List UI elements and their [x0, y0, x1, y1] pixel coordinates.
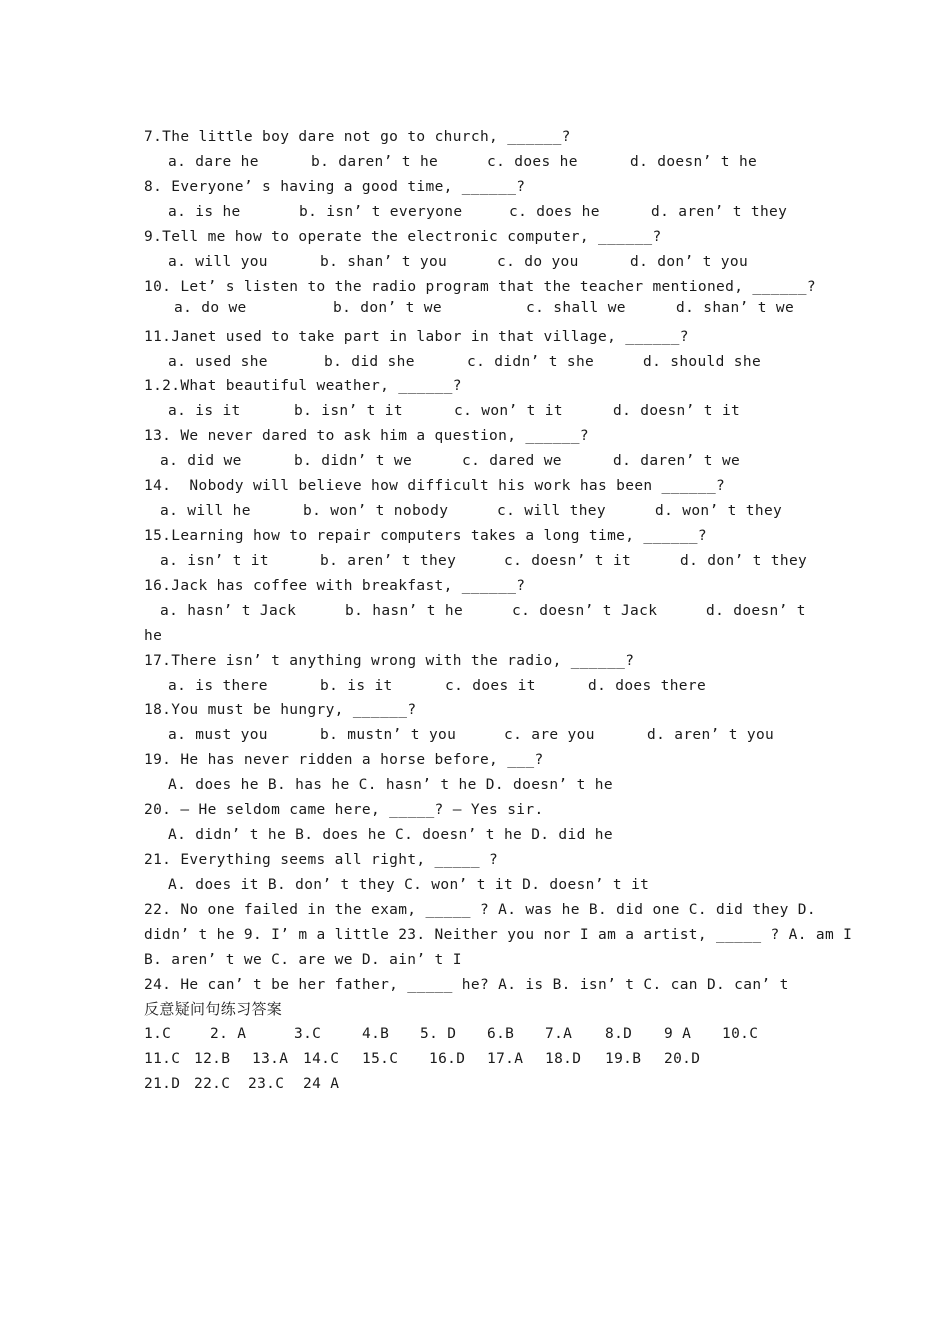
question-14 — [144, 476, 725, 496]
option-c: c. doesn’ t it — [504, 553, 632, 569]
question-number: 8. — [144, 179, 163, 195]
options-line: A. does he B. has he C. hasn’ t he D. doesn’ t he — [168, 777, 613, 793]
option-b: b. daren’ t he — [311, 154, 439, 170]
answer: 21.D — [144, 1076, 181, 1092]
answer: 6.B — [487, 1026, 515, 1042]
answer: 7.A — [545, 1026, 573, 1042]
option-c: c. will they — [497, 503, 606, 519]
option-b: b. is it — [320, 678, 393, 694]
option-d: d. aren’ t they — [651, 204, 788, 220]
question-number: 17. — [144, 653, 172, 669]
option-b: b. shan’ t you — [320, 254, 448, 270]
option-d: d. won’ t they — [655, 503, 783, 519]
option-c: c. does he — [509, 204, 600, 220]
question-stem: Let’ s listen to the radio program that the teacher mentioned, ______? — [171, 279, 816, 295]
question-number: 10. — [144, 279, 172, 295]
option-c: c. didn’ t she — [467, 354, 595, 370]
question-stem: You must be hungry, ______? — [171, 702, 417, 718]
option-a: a. is it — [168, 403, 241, 419]
option-a: a. will you — [168, 254, 268, 270]
option-d: d. doesn’ t it — [613, 403, 741, 419]
option-d: d. daren’ t we — [613, 453, 741, 469]
question-number: 14. — [144, 478, 172, 494]
option-a: a. hasn’ t Jack — [160, 603, 297, 619]
option-b: b. won’ t nobody — [303, 503, 449, 519]
option-c: c. are you — [504, 727, 595, 743]
question-number: 13. — [144, 428, 172, 444]
question-10 — [144, 277, 816, 297]
question-11 — [144, 327, 689, 347]
option-b: b. mustn’ t you — [320, 727, 457, 743]
option-a: a. isn’ t it — [160, 553, 269, 569]
option-c: c. doesn’ t Jack — [512, 603, 658, 619]
question-number: 18. — [144, 702, 172, 718]
question-number: 1.2. — [144, 378, 181, 394]
question-16 — [144, 576, 525, 596]
option-a: a. dare he — [168, 154, 259, 170]
option-d: d. should she — [643, 354, 762, 370]
answer: 9 A — [664, 1026, 692, 1042]
question-stem: What beautiful weather, ______? — [180, 378, 462, 394]
question-19 — [144, 750, 544, 770]
option-c: c. does he — [487, 154, 578, 170]
answer: 22.C — [194, 1076, 231, 1092]
answer: 17.A — [487, 1051, 524, 1067]
option-a: a. used she — [168, 354, 268, 370]
option-a: a. will he — [160, 503, 251, 519]
option-a: a. is there — [168, 678, 268, 694]
question-number: 9. — [144, 229, 163, 245]
option-c: c. won’ t it — [454, 403, 563, 419]
question-8 — [144, 177, 525, 197]
question-24-line: 24. He can’ t be her father, _____ he? A. is B. isn’ t C. can D. can’ t — [144, 977, 789, 993]
options-line: A. didn’ t he B. does he C. doesn’ t he D. did he — [168, 827, 613, 843]
question-stem: — He seldom came here, _____? — Yes sir. — [171, 802, 544, 818]
question-9 — [144, 227, 662, 247]
option-b: b. aren’ t they — [320, 553, 457, 569]
option-b: b. hasn’ t he — [345, 603, 464, 619]
question-number: 20. — [144, 802, 172, 818]
option-c: c. dared we — [462, 453, 562, 469]
option-b: b. did she — [324, 354, 415, 370]
question-23-options: B. aren’ t we C. are we D. ain’ t I — [144, 952, 462, 968]
option-c: c. does it — [445, 678, 536, 694]
option-a: a. did we — [160, 453, 242, 469]
question-stem: Nobody will believe how difficult his work has been ______? — [171, 478, 726, 494]
question-18 — [144, 700, 416, 720]
option-b: b. isn’ t it — [294, 403, 403, 419]
question-7 — [144, 127, 571, 147]
option-d: d. aren’ t you — [647, 727, 775, 743]
answer: 5. D — [420, 1026, 457, 1042]
question-number: 7. — [144, 129, 163, 145]
question-12 — [144, 376, 462, 396]
option-c: c. do you — [497, 254, 579, 270]
answer: 13.A — [252, 1051, 289, 1067]
question-stem: Everyone’ s having a good time, ______? — [162, 179, 526, 195]
option-d: d. don’ t you — [630, 254, 749, 270]
option-d: d. don’ t they — [680, 553, 808, 569]
question-number: 15. — [144, 528, 172, 544]
option-d: d. shan’ t we — [676, 300, 795, 316]
question-number: 11. — [144, 329, 172, 345]
answers-title: 反意疑问句练习答案 — [144, 1000, 283, 1018]
question-stem: Janet used to take part in labor in that village, ______? — [171, 329, 689, 345]
answer: 15.C — [362, 1051, 399, 1067]
answer: 1.C — [144, 1026, 172, 1042]
answer: 24 A — [303, 1076, 340, 1092]
option-b: b. isn’ t everyone — [299, 204, 463, 220]
answer: 3.C — [294, 1026, 322, 1042]
answer: 12.B — [194, 1051, 231, 1067]
question-stem: Everything seems all right, _____ ? — [171, 852, 499, 868]
question-number: 21. — [144, 852, 172, 868]
question-stem: We never dared to ask him a question, ______? — [171, 428, 589, 444]
question-stem: Jack has coffee with breakfast, ______? — [171, 578, 526, 594]
question-15 — [144, 526, 707, 546]
question-stem: He has never ridden a horse before, ___? — [171, 752, 544, 768]
question-stem: Learning how to repair computers takes a long time, ______? — [171, 528, 707, 544]
question-number: 19. — [144, 752, 172, 768]
options-line: A. does it B. don’ t they C. won’ t it D. doesn’ t it — [168, 877, 650, 893]
answer: 11.C — [144, 1051, 181, 1067]
option-c: c. shall we — [526, 300, 626, 316]
question-stem: The little boy dare not go to church, ______? — [162, 129, 571, 145]
answer: 23.C — [248, 1076, 285, 1092]
question-22-line: 22. No one failed in the exam, _____ ? A. was he B. did one C. did they D. — [144, 902, 816, 918]
question-17 — [144, 651, 634, 671]
answer: 10.C — [722, 1026, 759, 1042]
option-d: d. does there — [588, 678, 707, 694]
question-stem: Tell me how to operate the electronic computer, ______? — [162, 229, 662, 245]
answer: 2. A — [210, 1026, 247, 1042]
question-21 — [144, 850, 498, 870]
answer: 14.C — [303, 1051, 340, 1067]
answer: 16.D — [429, 1051, 466, 1067]
question-number: 16. — [144, 578, 172, 594]
option-d: d. doesn’ t he — [630, 154, 758, 170]
option-d: d. doesn’ t — [706, 603, 806, 619]
option-a: a. do we — [174, 300, 247, 316]
question-20 — [144, 800, 544, 820]
answer: 18.D — [545, 1051, 582, 1067]
answer: 8.D — [605, 1026, 633, 1042]
option-b: b. don’ t we — [333, 300, 442, 316]
question-23-line: didn’ t he 9. I’ m a little 23. Neither you nor I am a artist, _____ ? A. am I — [144, 927, 853, 943]
option-a: a. is he — [168, 204, 241, 220]
answer: 19.B — [605, 1051, 642, 1067]
option-b: b. didn’ t we — [294, 453, 413, 469]
option-d-wrap: he — [144, 628, 163, 644]
answer: 4.B — [362, 1026, 390, 1042]
question-13 — [144, 426, 589, 446]
option-a: a. must you — [168, 727, 268, 743]
question-stem: There isn’ t anything wrong with the radio, ______? — [171, 653, 635, 669]
answer: 20.D — [664, 1051, 701, 1067]
